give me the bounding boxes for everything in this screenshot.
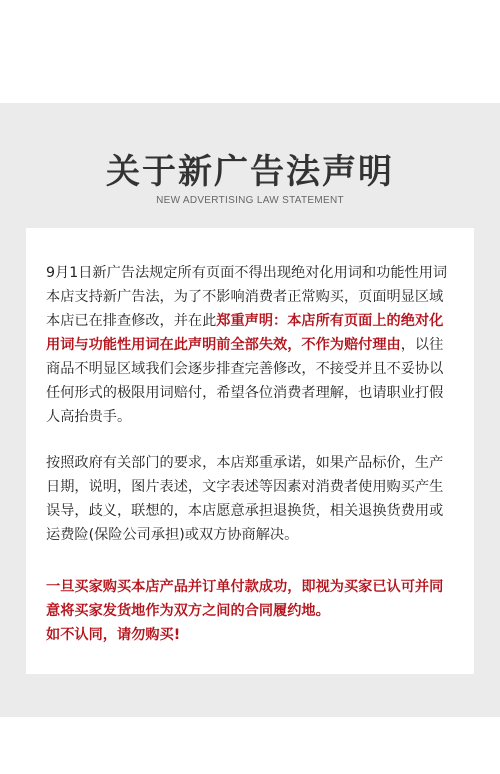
statement-paragraph-1	[46, 261, 456, 451]
contract-place-notice: 一旦买家购买本店产品并订单付款成功，即视为买家已认可并同意将买家发货地作为双方之间的合同履约地。	[46, 579, 444, 619]
page-title: 关于新广告法声明	[106, 152, 394, 192]
solemn-declaration-text: 郑重声明：本店所有页面上的绝对化用词与功能性用词在此声明前全部失效，不作为赔付理由	[46, 313, 444, 353]
statement-content	[46, 261, 456, 647]
page-subtitle: NEW ADVERTISING LAW STATEMENT	[156, 195, 344, 206]
disagree-notice: 如不认同，请勿购买!	[46, 627, 181, 643]
statement-paragraph-2: 按照政府有关部门的要求，本店郑重承诺，如果产品标价，生产日期，说明，图片表述，文字表述等因素对消费者使用购买产生误导，歧义，联想的，本店愿意承担退换货，相关退换货费用或运费险(保险公司承担)或双方协商解决。	[46, 455, 444, 543]
paragraph-1-text-a: 9月1日新广告法规定所有页面不得出现绝对化用词和功能性用词本店支持新广告法，为了不影响消费者正常购买，页面明显区域本店已在排查修改，并在此	[46, 265, 448, 329]
paragraph-1-text-b: ，以往商品不明显区域我们会逐步排查完善修改，不接受并且不妥协以任何形式的极限用词赔付，希望各位消费者理解，也请职业打假人高抬贵手。	[46, 337, 444, 425]
statement-card	[26, 228, 474, 674]
statement-paragraph-3	[46, 575, 456, 647]
